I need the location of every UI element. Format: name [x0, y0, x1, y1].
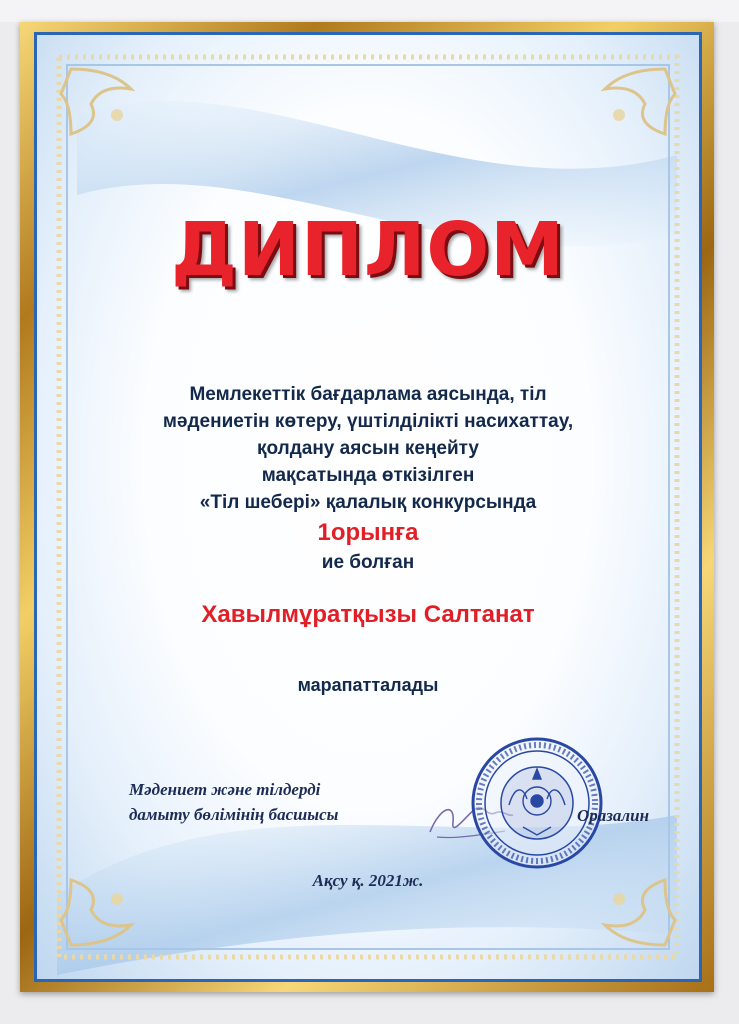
- official-seal: [469, 735, 605, 871]
- top-strip: [0, 0, 739, 22]
- achieved-text: ие болған: [321, 552, 415, 573]
- blue-border: [34, 32, 702, 982]
- signatory-position: [129, 777, 338, 827]
- position-line: дамыту бөлімінің басшысы: [129, 805, 339, 824]
- recipient-name: Хавылмұратқызы Салтанат: [201, 601, 535, 628]
- diploma-title: ДИПЛОМ: [171, 207, 565, 293]
- body-line: мәдениетін көтеру, үштілділікті насихаттау,: [162, 411, 574, 432]
- awarded-text: марапатталады: [297, 675, 439, 695]
- diploma-paper: [37, 35, 699, 979]
- body-line: Мемлекеттік бағдарлама аясында, тіл: [189, 384, 547, 405]
- place-text: 1орынға: [317, 519, 419, 546]
- place-date: Ақсу қ. 2021ж.: [312, 871, 424, 890]
- position-line: Мәдениет және тілдерді: [129, 780, 321, 799]
- body-line: мақсатында өткізілген: [261, 465, 475, 486]
- corner-ornament-tr: [605, 69, 675, 134]
- body-line: «Тіл шебері» қалалық конкурсында: [199, 492, 537, 513]
- signatory-surname: Оразалин: [577, 806, 650, 825]
- diploma-body: [77, 381, 659, 576]
- body-line: қолдану аясын кеңейту: [256, 438, 479, 459]
- gold-frame: [20, 22, 714, 992]
